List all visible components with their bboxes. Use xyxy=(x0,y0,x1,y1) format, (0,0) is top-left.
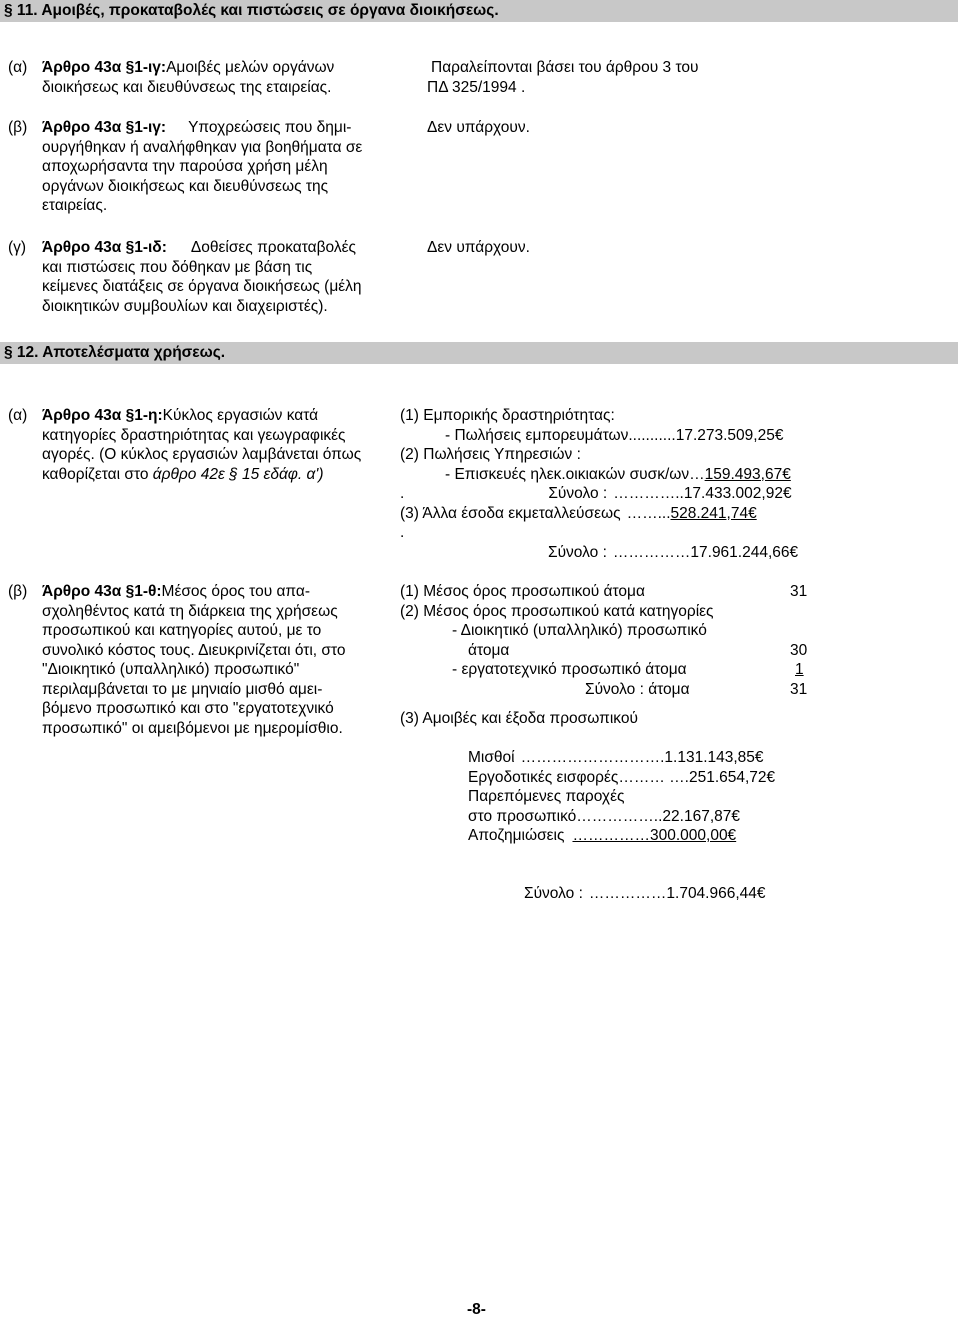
section-12-title: § 12. Αποτελέσματα χρήσεως. xyxy=(4,344,226,361)
staff-costs-total-value: ……………1.704.966,44€ xyxy=(588,885,766,902)
turnover-commercial-heading: (1) Εμπορικής δραστηριότητας: xyxy=(400,407,615,424)
item-12b-line5: "Διοικητικό (υπαλληλικό) προσωπικό" xyxy=(42,661,300,678)
item-11a-text xyxy=(42,58,334,97)
turnover-repairs-label: - Επισκευές ηλεκ.οικιακών συσκ/ων xyxy=(445,465,690,483)
item-11c-text xyxy=(42,238,362,316)
cost-contributions-value: ……… ….251.654,72€ xyxy=(618,768,776,786)
staff-categories-heading: (2) Μέσος όρος προσωπικού κατά κατηγορίες xyxy=(400,602,714,620)
cost-row xyxy=(468,807,775,827)
item-11c-answer: Δεν υπάρχουν. xyxy=(427,239,530,256)
item-11a-answer-line1: Παραλείπονται βάσει του άρθρου 3 του xyxy=(431,59,699,76)
item-11a-line2: διοικήσεως και διευθύνσεως της εταιρείας. xyxy=(42,78,332,96)
item-12b-article: Άρθρο 43α §1-θ: xyxy=(42,583,162,600)
cost-salaries-value: ……………………….1.131.143,85€ xyxy=(520,749,764,766)
item-11b-line5: εταιρείας. xyxy=(42,197,108,214)
item-12b-line2: σχοληθέντος κατά τη διάρκεια της χρήσεως xyxy=(42,602,338,620)
item-11c-line1: Δοθείσες προκαταβολές xyxy=(190,239,356,256)
cost-benefits-label: Παρεπόμενες παροχές xyxy=(468,788,625,805)
cost-row xyxy=(468,748,775,768)
item-12b-line8: προσωπικό" οι αμειβόμενοι με ημερομίσθιο. xyxy=(42,719,343,737)
cost-benefits-label2: στο προσωπικό xyxy=(468,807,577,825)
staff-costs-heading: (3) Αμοιβές και έξοδα προσωπικού xyxy=(400,710,638,727)
item-11c-line3: κείμενες διατάξεις σε όργανα διοικήσεως (μέλη xyxy=(42,278,362,295)
cost-row xyxy=(468,826,775,846)
item-12a-line4: καθορίζεται στο xyxy=(42,465,153,483)
cost-benefits-value: ……………..22.167,87€ xyxy=(576,807,740,825)
turnover-repairs-value: 159.493,67€ xyxy=(704,465,791,483)
item-11c-line4: διοικητικών συμβουλίων και διαχειριστές). xyxy=(42,297,328,315)
item-11b-text xyxy=(42,118,362,216)
page-number: -8- xyxy=(467,1301,486,1318)
cost-contributions-label: Εργοδοτικές εισφορές xyxy=(468,768,619,786)
staff-total-label: Σύνολο : άτομα xyxy=(585,680,690,698)
staff-costs-total-label: Σύνολο : xyxy=(524,885,583,902)
turnover-sales-label: - Πωλήσεις εμπορευμάτων xyxy=(445,426,629,444)
item-12b-label: (β) xyxy=(8,583,28,600)
turnover-repairs-dots: … xyxy=(689,465,705,483)
turnover-other-label: (3) Άλλα έσοδα εκμεταλλεύσεως xyxy=(400,504,621,522)
item-11a-answer-line2: ΠΔ 325/1994 . xyxy=(427,78,526,96)
item-11b-line1: Υποχρεώσεις που δημι- xyxy=(188,119,352,136)
item-12b-line3: προσωπικού και κατηγορίες αυτού, με το xyxy=(42,622,322,639)
item-12b-line1: Μέσος όρος του απα- xyxy=(161,583,311,600)
item-12a-line4-ref: άρθρο 42ε § 15 εδάφ. α') xyxy=(152,465,324,483)
item-11a-label: (α) xyxy=(8,59,28,76)
item-11c-article: Άρθρο 43α §1-ιδ: xyxy=(42,239,167,256)
cost-row xyxy=(468,768,775,788)
item-11a-answer xyxy=(427,58,698,97)
section-12-header xyxy=(0,342,958,364)
cost-row xyxy=(468,787,775,807)
item-11b-line3: αποχωρήσαντα την παρούσα χρήση μέλη xyxy=(42,158,328,175)
staff-admin-label: - Διοικητικό (υπαλληλικό) προσωπικό xyxy=(452,622,707,639)
item-12b-line4: συνολικό κόστος τους. Διευκρινίζεται ότι, στο xyxy=(42,641,346,659)
staff-average-label: (1) Μέσος όρος προσωπικού άτομα xyxy=(400,583,645,600)
item-11a-line1: Αμοιβές μελών οργάνων xyxy=(166,59,335,76)
item-12a-line1: Κύκλος εργασιών κατά xyxy=(162,407,319,424)
section-11-title: § 11. Αμοιβές, προκαταβολές και πιστώσεις σε όργανα διοικήσεως. xyxy=(4,2,499,19)
turnover-subtotal-dot: . xyxy=(400,485,405,502)
item-11b-line2: ουργήθηκαν ή αναλήφθηκαν για βοηθήματα σε xyxy=(42,138,363,156)
item-12b-text xyxy=(42,582,346,738)
item-11a-article: Άρθρο 43α §1-ιγ: xyxy=(42,59,167,76)
item-11b-article: Άρθρο 43α §1-ιγ: xyxy=(42,119,167,136)
cost-salaries-label: Μισθοί xyxy=(468,749,515,766)
turnover-total-label: Σύνολο : xyxy=(548,543,607,561)
staff-admin-value: 30 xyxy=(790,641,808,659)
turnover-other-value: 528.241,74€ xyxy=(670,504,757,522)
turnover-subtotal-label: Σύνολο : xyxy=(548,485,608,502)
turnover-breakdown xyxy=(400,406,798,562)
item-11c-line2: και πιστώσεις που δόθηκαν με βάση τις xyxy=(42,258,313,276)
item-12a-line3: αγορές. (Ο κύκλος εργασιών λαμβάνεται όπως xyxy=(42,446,362,463)
staff-total-value: 31 xyxy=(790,680,808,698)
item-12a-article: Άρθρο 43α §1-η: xyxy=(42,407,163,424)
cost-compensation-value: ……………300.000,00€ xyxy=(572,827,737,844)
item-12b-line7: βόμενο προσωπικό και στο "εργατοτεχνικό xyxy=(42,700,334,717)
section-11-header xyxy=(0,0,958,22)
item-12a-text xyxy=(42,406,361,484)
turnover-other-dots: ……... xyxy=(626,504,671,522)
staff-breakdown xyxy=(400,582,820,729)
item-11b-label: (β) xyxy=(8,119,28,136)
turnover-blank-dot: . xyxy=(400,524,405,541)
staff-average-value: 31 xyxy=(790,583,808,600)
staff-admin-unit: άτομα xyxy=(468,641,510,659)
item-11c-label: (γ) xyxy=(8,239,27,256)
turnover-subtotal-value: …………..17.433.002,92€ xyxy=(613,485,792,502)
cost-compensation-label: Αποζημιώσεις xyxy=(468,827,565,844)
item-11b-line4: οργάνων διοικήσεως και διευθύνσεως της xyxy=(42,177,329,195)
turnover-sales-value: ...........17.273.509,25€ xyxy=(628,426,784,444)
staff-costs-list xyxy=(468,748,775,846)
staff-costs-total xyxy=(524,884,766,904)
turnover-total-value: ……………17.961.244,66€ xyxy=(612,543,799,561)
item-11b-answer: Δεν υπάρχουν. xyxy=(427,119,530,136)
turnover-services-heading: (2) Πωλήσεις Υπηρεσιών : xyxy=(400,446,581,463)
item-12a-line2: κατηγορίες δραστηριότητας και γεωγραφικές xyxy=(42,426,346,444)
item-12a-label: (α) xyxy=(8,407,28,424)
staff-workers-value: 1 xyxy=(795,661,804,678)
staff-workers-label: - εργατοτεχνικό προσωπικό άτομα xyxy=(452,661,687,678)
item-12b-line6: περιλαμβάνεται το με μηνιαίο μισθό αμει- xyxy=(42,680,323,698)
